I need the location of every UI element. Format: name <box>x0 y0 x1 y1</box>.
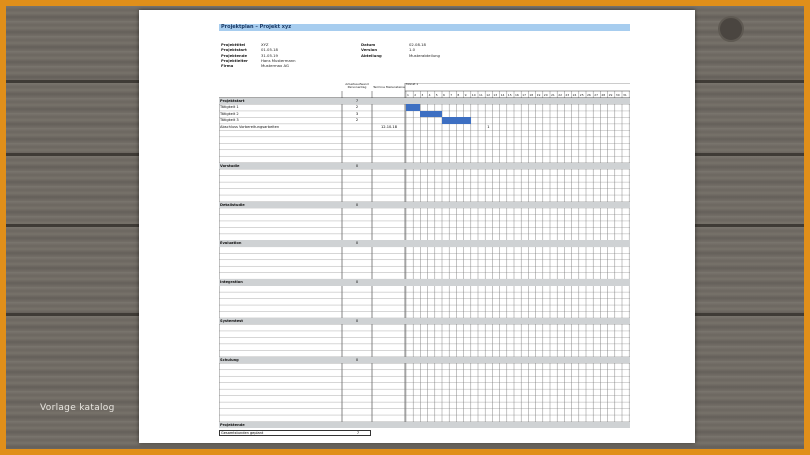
info-left-4 <box>221 63 289 68</box>
row-duration: 2 <box>355 105 359 110</box>
info-label: Projektende <box>221 52 248 58</box>
info-label: Projekttitel <box>221 42 246 47</box>
watermark-text: Vorlage katalog <box>40 403 115 413</box>
day-header: 14 <box>500 93 505 97</box>
day-header: 31 <box>623 93 627 97</box>
day-header: 17 <box>522 93 527 97</box>
day-header: 25 <box>579 93 584 97</box>
row-label: Projektstart <box>220 99 245 103</box>
info-value: 02.08.18 <box>409 42 426 47</box>
day-header: 1 <box>407 93 409 97</box>
total-value: 7 <box>356 431 360 435</box>
spreadsheet-page <box>139 10 695 443</box>
info-left-0 <box>221 42 269 47</box>
task-row <box>219 370 630 376</box>
phase-row <box>219 202 630 208</box>
day-header: 6 <box>443 93 445 97</box>
month-header: Monat 1 <box>406 82 419 86</box>
milestone-marker: 1 <box>487 124 490 129</box>
row-label: Integration <box>220 280 243 285</box>
day-header: 19 <box>536 93 541 97</box>
task-row <box>219 260 630 266</box>
info-right-1 <box>361 47 415 52</box>
total-label: Gesamtstunden geplant <box>221 431 264 435</box>
day-header: 3 <box>421 93 424 97</box>
day-header: 30 <box>615 93 620 97</box>
row-duration: 3 <box>355 111 359 116</box>
row-milestone-date: 12.10.18 <box>380 124 397 129</box>
task-row <box>219 312 630 318</box>
day-header: 20 <box>543 93 548 97</box>
row-duration: 0 <box>355 202 359 207</box>
row-duration: 0 <box>355 319 359 323</box>
day-header: 15 <box>507 93 512 97</box>
day-header: 21 <box>551 93 555 97</box>
day-header: 12 <box>486 93 491 97</box>
row-label: Tätigkeit 1 <box>220 105 239 110</box>
row-label: Tätigkeit 2 <box>220 111 239 116</box>
day-header: 18 <box>529 93 534 97</box>
info-right-0 <box>361 42 426 47</box>
info-label: Abteilung <box>361 52 382 58</box>
row-duration: 0 <box>355 357 359 362</box>
info-value: Musterabteilung <box>409 52 440 58</box>
row-label: Evaluation <box>220 241 242 246</box>
info-left-2 <box>221 53 278 58</box>
info-label: Projektleiter <box>221 57 248 63</box>
info-label: Version <box>361 47 378 53</box>
day-header: 28 <box>601 93 606 97</box>
day-header: 27 <box>594 93 599 97</box>
day-header: 4 <box>428 93 431 97</box>
day-header: 24 <box>572 93 577 97</box>
row-label: Detailstudie <box>220 202 245 207</box>
column-header-duration: Arbeitsaufwand Personentag <box>345 82 369 90</box>
day-header: 7 <box>450 93 453 97</box>
info-label: Firma <box>221 63 234 69</box>
day-header: 10 <box>471 93 476 97</box>
day-header: 29 <box>608 93 613 97</box>
row-label: Projektende <box>220 422 245 427</box>
info-left-3 <box>221 58 296 63</box>
total-row <box>219 430 371 436</box>
sheet-title: Projektplan – Projekt xyz <box>221 24 292 30</box>
info-value: 01.05.18 <box>261 47 278 53</box>
column-header-date: Termine Meilensteine <box>373 85 405 89</box>
task-row <box>219 150 630 156</box>
info-label: Projektstart <box>221 47 247 53</box>
row-label: Vorstudie <box>220 163 240 168</box>
row-duration: 7 <box>355 99 359 103</box>
row-duration: 2 <box>355 118 359 123</box>
row-label: Abschluss Vorbereitungsarbeiten <box>220 124 280 129</box>
day-header: 2 <box>414 93 417 97</box>
row-label: Tätigkeit 3 <box>220 118 239 123</box>
day-header: 11 <box>479 93 483 97</box>
info-value: XYZ <box>261 42 269 47</box>
phase-row <box>219 422 630 428</box>
info-right-2 <box>361 53 440 58</box>
row-duration: 0 <box>355 163 359 168</box>
info-label: Datum <box>361 42 376 47</box>
row-duration: 0 <box>355 241 359 246</box>
day-header: 5 <box>435 93 438 97</box>
info-value: 1.0 <box>409 47 416 53</box>
row-label: Schulung <box>220 357 239 362</box>
day-header: 8 <box>457 93 460 97</box>
row-label: Systemtest <box>220 319 243 323</box>
day-header: 13 <box>493 93 498 97</box>
day-header: 23 <box>565 93 570 97</box>
day-header: 16 <box>515 93 519 97</box>
day-header: 9 <box>464 93 467 97</box>
day-header: 22 <box>558 93 563 97</box>
info-value: Mustermax AG <box>261 63 289 69</box>
info-value: 31.05.19 <box>261 52 278 58</box>
info-value: Hans Mustermann <box>261 57 296 63</box>
row-duration: 0 <box>355 280 359 285</box>
gantt-table <box>219 83 631 432</box>
wood-knot <box>718 16 744 42</box>
day-header: 26 <box>587 93 591 97</box>
title-bar <box>219 24 630 31</box>
info-left-1 <box>221 47 278 52</box>
